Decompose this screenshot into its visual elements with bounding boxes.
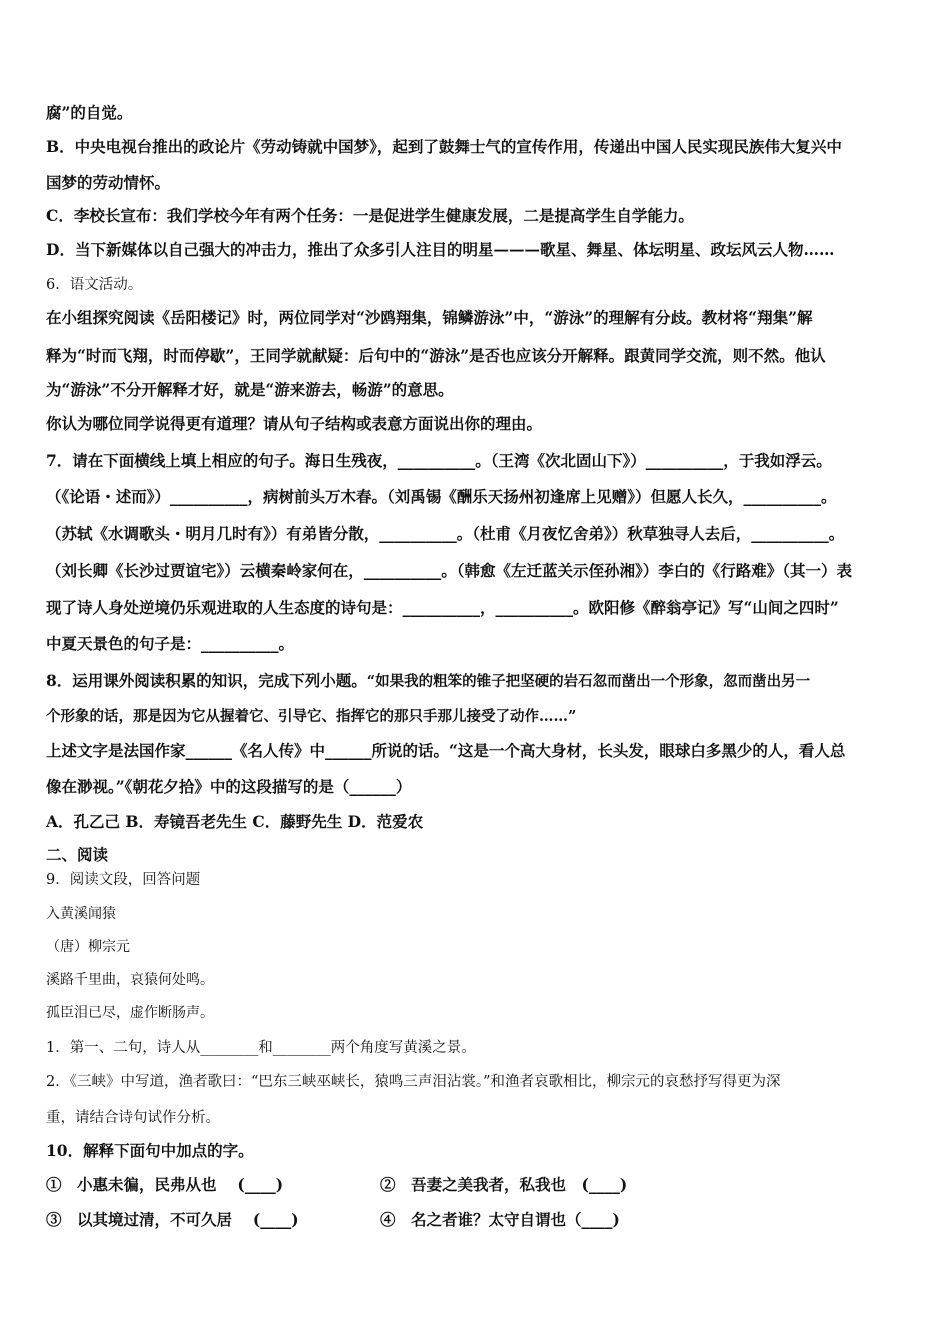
q7-line-4: （刘长卿《长沙过贾谊宅》）云横秦岭家何在，__________。（韩愈《左迁蓝关示侄孙湘》）李白的《行路难》（其一）表 bbox=[46, 561, 853, 580]
option-b-line: B．中央电视台推出的政论片《劳动铸就中国梦》，起到了鼓舞士气的宣传作用，传递出中国人民实现民族伟大复兴中 bbox=[46, 137, 842, 156]
q6-text-1: 在小组探究阅读《岳阳楼记》时，两位同学对“沙鸥翔集，锦鳞游泳”中，“游泳”的理解有分歧。教材将“翔集”解 bbox=[46, 308, 813, 327]
q7-line-3: （苏轼《水调歌头・明月几时有》）有弟皆分散，__________。（杜甫《月夜忆舍弟》）秋草独寻人去后，__________。 bbox=[46, 524, 845, 543]
q6-text-3: 为“游泳”不分开解释才好，就是“游来游去，畅游”的意思。 bbox=[46, 380, 454, 399]
q9-sub-2-cont: 重，请结合诗句试作分析。 bbox=[46, 1110, 220, 1126]
q10-item-4: ④ 名之者谁？太守自谓也（____) bbox=[380, 1210, 620, 1229]
q6-text-2: 释为“时而飞翔，时而停歇”，王同学就献疑：后句中的“游泳”是否也应该分开解释。跟黄同学交流，则不然。他认 bbox=[46, 346, 826, 365]
q7-line-5: 现了诗人身处逆境仍乐观进取的人生态度的诗句是：__________，__________。欧阳修《醉翁亭记》写“山间之四时” bbox=[46, 598, 839, 617]
poem-title: 入黄溪闻猿 bbox=[46, 906, 116, 922]
q9-sub-1: 1．第一、二句，诗人从________和________两个角度写黄溪之景。 bbox=[46, 1040, 476, 1056]
question-6-heading: 6．语文活动。 bbox=[46, 277, 143, 293]
option-c-line: C．李校长宣布：我们学校今年有两个任务：一是促进学生健康发展，二是提高学生自学能力。 bbox=[46, 206, 694, 225]
q10-item-2: ② 吾妻之美我者，私我也 (____) bbox=[380, 1175, 628, 1194]
poem-line-2: 孤臣泪已尽，虚作断肠声。 bbox=[46, 1005, 214, 1021]
q10-item-3: ③ 以其境过清，不可久居 (____) bbox=[46, 1210, 299, 1229]
q8-question-2: 像在渺视。”《朝花夕拾》中的这段描写的是（______） bbox=[46, 777, 412, 796]
q6-prompt: 你认为哪位同学说得更有道理？请从句子结构或表意方面说出你的理由。 bbox=[46, 414, 543, 433]
q8-intro: 8．运用课外阅读积累的知识，完成下列小题。 bbox=[46, 671, 367, 690]
q8-quote-cont: 个形象的话，那是因为它从握着它、引导它、指挥它的那只手那儿接受了动作……” bbox=[46, 708, 577, 725]
question-9-heading: 9．阅读文段，回答问题 bbox=[46, 872, 201, 888]
q7-line-2: （《论语・述而》）__________，病树前头万木春。（刘禹锡《酬乐天扬州初逢席上见赠》）但愿人长久，__________。 bbox=[46, 487, 837, 506]
q8-question-1: 上述文字是法国作家______《名人传》中______所说的话。“这是一个高大身材，长头发，眼球白多黑少的人，看人总 bbox=[46, 741, 846, 760]
option-d-line: D．当下新媒体以自己强大的冲击力，推出了众多引人注目的明星———歌星、舞星、体坛明星、政坛风云人物…… bbox=[46, 240, 835, 259]
q8-choices: A．孔乙己 B．寿镜吾老先生 C．藤野先生 D．范爱农 bbox=[46, 812, 424, 831]
q8-line-1 bbox=[46, 671, 908, 692]
q10-item-1: ① 小惠未徧，民弗从也 (____) bbox=[46, 1175, 284, 1194]
poem-line-1: 溪路千里曲，哀猿何处鸣。 bbox=[46, 972, 214, 988]
option-b-cont: 国梦的劳动情怀。 bbox=[46, 173, 171, 192]
section-reading-heading: 二、阅读 bbox=[46, 845, 109, 864]
poem-author: （唐）柳宗元 bbox=[46, 939, 130, 955]
line-1: 腐”的自觉。 bbox=[46, 103, 133, 122]
question-10-heading: 10．解释下面句中加点的字。 bbox=[46, 1141, 254, 1160]
q9-sub-2: 2．《三峡》中写道，渔者歌曰：“巴东三峡巫峡长，猿鸣三声泪沾裳。”和渔者哀歌相比，柳宗元的哀愁抒写得更为深 bbox=[46, 1074, 781, 1090]
q7-line-6: 中夏天景色的句子是：__________。 bbox=[46, 634, 295, 653]
q8-quote-start: “如果我的粗笨的锥子把坚硬的岩石忽而凿出一个形象，忽而凿出另一 bbox=[366, 673, 811, 690]
q7-line-1: 7．请在下面横线上填上相应的句子。海日生残夜，__________。（王湾《次北固山下》）__________，于我如浮云。 bbox=[46, 451, 832, 470]
